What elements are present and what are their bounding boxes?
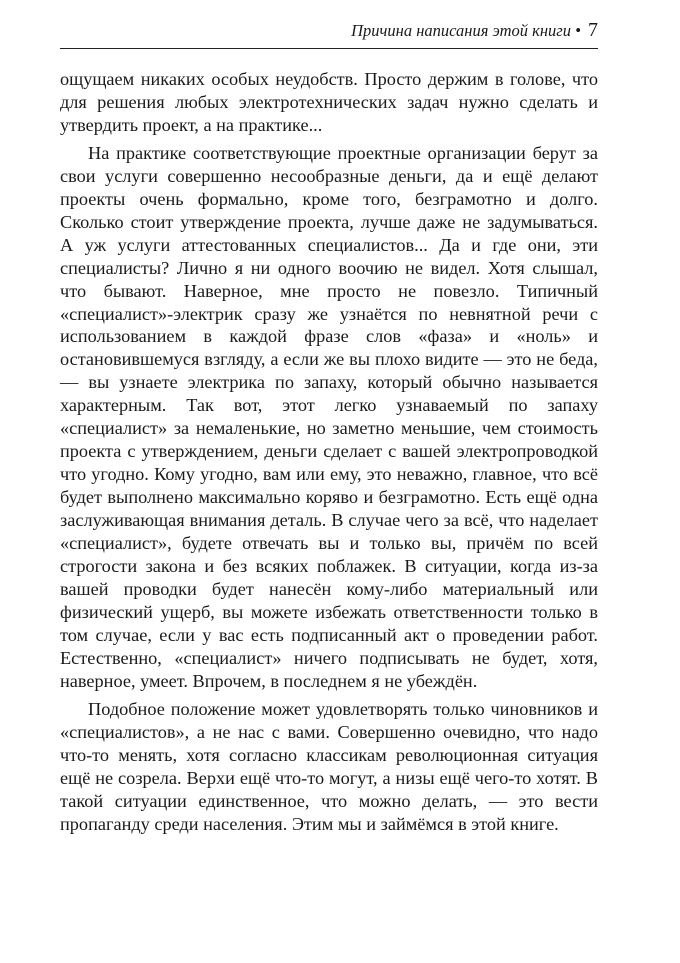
paragraph-practice: На практике соответствующие проектные организации берут за свои услуги совершенно несообразные деньги, да и ещё делают проекты очень формально, кроме того, безграмотно и долго. Сколько стоит утверждение проекта, лучше даже не задумываться. А уж услуги аттестованных специалистов... Да и где они, эти специалисты? Лично я ни одного воочию не видел. Хотя слышал, что бывают. Наверное, мне просто не повезло. Типичный «специалист»-электрик сразу же узнаётся по невнятной речи с использованием в каждой фразе слов «фаза» и «ноль» и остановившемуся взгляду, а если же вы плохо видите — это не беда, — вы узнаете электрика по запаху, который обычно называется характерным. Так вот, этот легко узнаваемый по запаху «специалист» за немаленькие, но заметно меньшие, чем стоимость проекта с утверждением, деньги сделает с вашей электропроводкой что угодно. Кому угодно, вам или ему, это неважно, главное, что всё будет выполнено максимально коряво и безграмотно. Есть ещё одна заслуживающая внимания деталь. В случае чего за всё, что наделает «специалист», будете отвечать вы и только вы, причём по всей строгости закона и без всяких поблажек. В ситуации, когда из-за вашей проводки будет нанесён кому-либо материальный или физический ущерб, вы можете избежать ответственности только в том случае, если у вас есть подписанный акт о проведении работ. Естественно, «специалист» ничего подписывать не будет, хотя, наверное, умеет. Впрочем, в последнем я не убеждён. [60, 142, 598, 691]
paragraph-continuation: ощущаем никаких особых неудобств. Просто держим в голове, что для решения любых электротехнических задач нужно сделать и утвердить проект, а на практике... [60, 69, 598, 135]
chapter-title: Причина написания этой книги • [351, 21, 581, 40]
paragraph-conclusion: Подобное положение может удовлетворять только чиновников и «специалистов», а не нас с вами. Совершенно очевидно, что надо что-то менять, хотя согласно классикам революционная ситуация ещё не созрела. Верхи ещё что-то могут, а низы ещё чего-то хотят. В такой ситуации единственное, что можно делать, — это вести пропаганду среди населения. Этим мы и займёмся в этой книге. [60, 698, 598, 834]
running-header [60, 20, 598, 49]
body-text [60, 68, 598, 835]
page-number: 7 [588, 19, 598, 41]
